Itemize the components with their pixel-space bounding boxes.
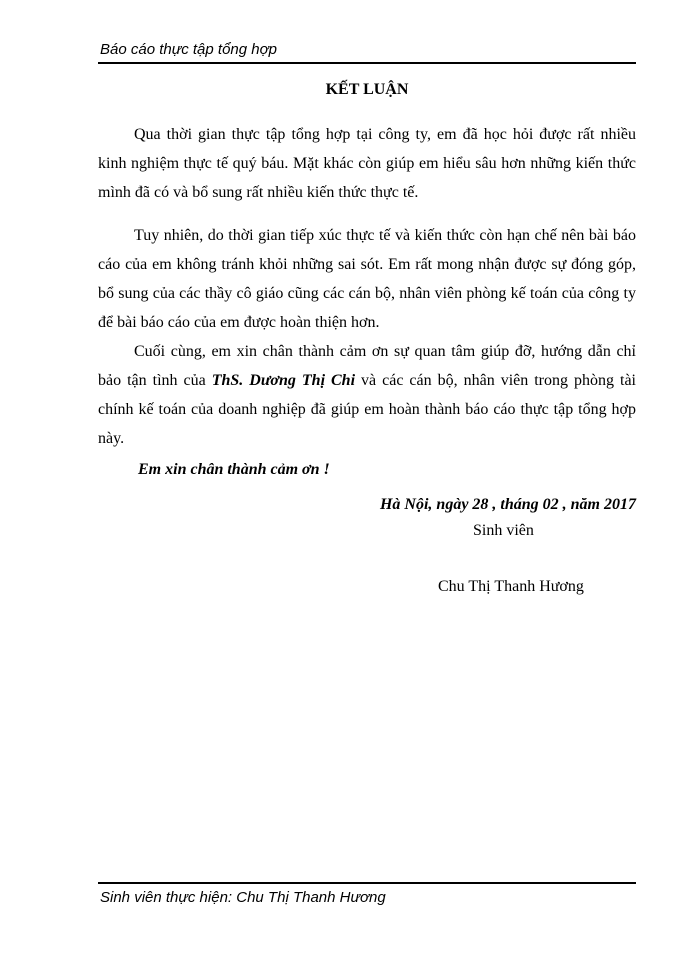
page-title: KẾT LUẬN: [325, 81, 409, 98]
supervisor-name: ThS. Dương Thị Chi: [211, 372, 356, 389]
page-header: [98, 40, 636, 64]
signature-role: Sinh viên: [473, 522, 534, 539]
footer-text: Sinh viên thực hiện: Chu Thị Thanh Hương: [100, 889, 386, 906]
header-text: Báo cáo thực tập tổng hợp: [100, 41, 278, 58]
signature-date: Hà Nội, ngày 28 , tháng 02 , năm 2017: [379, 496, 636, 513]
page-footer: [98, 882, 636, 908]
paragraph-1: Qua thời gian thực tập tổng hợp tại công ty, em đã học hỏi được rất nhiều kinh nghiệm thực tế quý báu. Mặt khác còn giúp em hiểu sâu hơn những kiến thức mình đã có và bổ sung rất nhiều kiến thức thực tế.: [98, 126, 636, 201]
paragraph-3: [98, 337, 636, 453]
body-text: [98, 120, 636, 487]
paragraph-3-start: Cuối cùng, em xin chân thành cảm ơn sự quan tâm giúp đỡ, hướng dẫn chỉ bảo tận tình của: [98, 343, 636, 389]
signature-name: Chu Thị Thanh Hương: [438, 578, 584, 595]
paragraph-3-end: và các cán bộ, nhân viên trong phòng tài chính kế toán của doanh nghiệp đã giúp em hoàn thành báo cáo thực tập tổng hợp này.: [98, 372, 636, 447]
thanks-line: Em xin chân thành cảm ơn !: [138, 461, 330, 478]
paragraph-2: Tuy nhiên, do thời gian tiếp xúc thực tế và kiến thức còn hạn chế nên bài báo cáo của em không tránh khỏi những sai sót. Em rất mong nhận được sự đóng góp, bổ sung của các thầy cô giáo cũng các cán bộ, nhân viên phòng kế toán của công ty để bài báo cáo của em được hoàn thiện hơn.: [98, 227, 636, 331]
